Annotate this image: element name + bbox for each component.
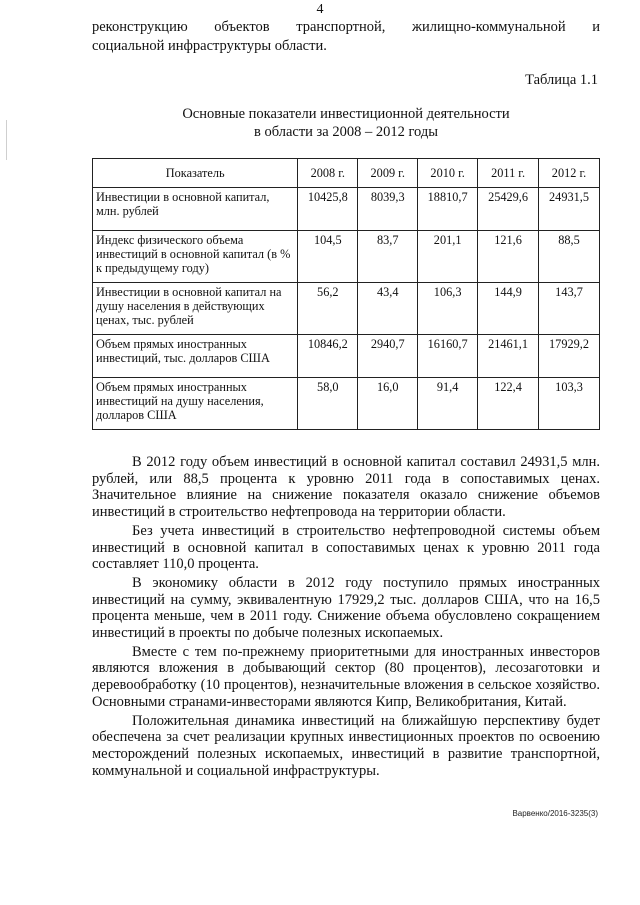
header-year-2012: 2012 г. (539, 159, 600, 188)
table-caption-line-1: Основные показатели инвестиционной деятельности (182, 106, 510, 122)
header-year-2011: 2011 г. (478, 159, 539, 188)
body-text (92, 454, 600, 781)
row-indicator: Инвестиции в основной капитал, млн. рублей (93, 188, 298, 231)
paragraph: Положительная динамика инвестиций на ближайшую перспективу будет обеспечена за счет реализации крупных инвестиционных проектов по освоению месторождений полезных ископаемых, инвестиций в развитие транспортной, коммунальной и социальной инфраструктуры. (92, 712, 600, 779)
row-value-2008: 104,5 (298, 231, 358, 283)
row-value-2008: 58,0 (298, 378, 358, 430)
header-indicator: Показатель (93, 159, 298, 188)
investment-indicators-table (92, 158, 600, 430)
row-indicator: Объем прямых иностранных инвестиций на душу населения, долларов США (93, 378, 298, 430)
row-value-2012: 24931,5 (539, 188, 600, 231)
document-footer-id: Варвенко/2016-3235(3) (512, 809, 598, 818)
scan-margin-mark (6, 120, 7, 160)
row-value-2010: 201,1 (418, 231, 478, 283)
row-value-2011: 25429,6 (478, 188, 539, 231)
row-value-2011: 121,6 (478, 231, 539, 283)
paragraph: Без учета инвестиций в строительство нефтепроводной системы объем инвестиций в основной капитал в сопоставимых ценах к уровню 2011 года составляет 110,0 процента. (92, 522, 600, 573)
header-year-2010: 2010 г. (418, 159, 478, 188)
table-row (93, 188, 600, 231)
row-value-2010: 106,3 (418, 283, 478, 335)
intro-line-2: социальной инфраструктуры области. (92, 38, 327, 54)
row-value-2011: 21461,1 (478, 335, 539, 378)
table-caption (92, 105, 600, 141)
table-label: Таблица 1.1 (525, 72, 598, 88)
table-row (93, 231, 600, 283)
row-value-2012: 88,5 (539, 231, 600, 283)
table-row (93, 335, 600, 378)
table-row (93, 283, 600, 335)
row-value-2009: 2940,7 (358, 335, 418, 378)
row-value-2008: 56,2 (298, 283, 358, 335)
row-indicator: Объем прямых иностранных инвестиций, тыс. долларов США (93, 335, 298, 378)
header-year-2008: 2008 г. (298, 159, 358, 188)
row-value-2010: 18810,7 (418, 188, 478, 231)
row-value-2010: 91,4 (418, 378, 478, 430)
row-value-2012: 143,7 (539, 283, 600, 335)
row-value-2009: 83,7 (358, 231, 418, 283)
table-header-row (93, 159, 600, 188)
row-value-2012: 17929,2 (539, 335, 600, 378)
row-indicator: Инвестиции в основной капитал на душу населения в действующих ценах, тыс. рублей (93, 283, 298, 335)
row-value-2009: 43,4 (358, 283, 418, 335)
row-value-2009: 16,0 (358, 378, 418, 430)
row-value-2009: 8039,3 (358, 188, 418, 231)
row-value-2011: 122,4 (478, 378, 539, 430)
row-value-2008: 10846,2 (298, 335, 358, 378)
row-indicator: Индекс физического объема инвестиций в основной капитал (в % к предыдущему году) (93, 231, 298, 283)
intro-text (92, 18, 600, 56)
intro-line-1: реконструкцию объектов транспортной, жилищно-коммунальной и (92, 19, 600, 35)
table-caption-line-2: в области за 2008 – 2012 годы (253, 124, 439, 140)
page-number: 4 (316, 2, 324, 17)
paragraph: В 2012 году объем инвестиций в основной капитал составил 24931,5 млн. рублей, или 88,5 процента к уровню 2011 года в сопоставимых ценах. Значительное влияние на снижение показателя оказало снижение объемов инвестиций в строительство нефтепровода на территории области. (92, 454, 600, 521)
row-value-2008: 10425,8 (298, 188, 358, 231)
paragraph: В экономику области в 2012 году поступило прямых иностранных инвестиций на сумму, эквивалентную 17929,2 тыс. долларов США, что на 16,5 процента меньше, чем в 2011 году. Снижение объема обусловлено сокращением инвестиций в проекты по добыче полезных ископаемых. (92, 574, 600, 642)
table-row (93, 378, 600, 430)
paragraph: Вместе с тем по-прежнему приоритетными для иностранных инвесторов являются вложения в добывающий сектор (80 процентов), лесозаготовки и деревообработку (10 процентов), незначительные вложения в сельское хозяйство. Основными странами-инвесторами являются Кипр, Великобритания, Китай. (92, 643, 600, 710)
row-value-2011: 144,9 (478, 283, 539, 335)
header-year-2009: 2009 г. (358, 159, 418, 188)
row-value-2010: 16160,7 (418, 335, 478, 378)
row-value-2012: 103,3 (539, 378, 600, 430)
